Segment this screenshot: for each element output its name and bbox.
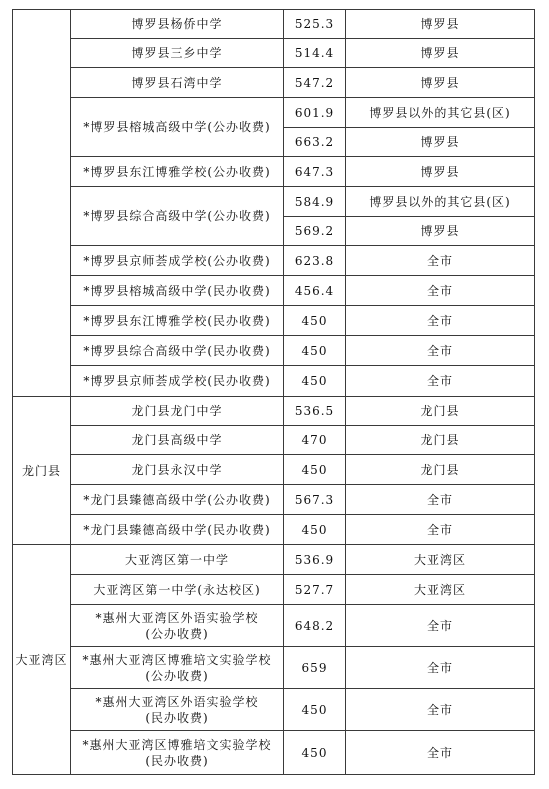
table-row — [13, 485, 535, 515]
district-cell — [13, 10, 71, 397]
score-cell: 659 — [284, 647, 346, 689]
table-row — [13, 689, 535, 731]
scope-cell: 博罗县 — [346, 217, 535, 246]
school-cell — [71, 647, 284, 689]
scope-cell: 博罗县 — [346, 68, 535, 98]
scope-cell: 全市 — [346, 306, 535, 336]
scope-cell: 博罗县以外的其它县(区) — [346, 187, 535, 217]
score-cell: 450 — [284, 455, 346, 485]
table-row — [13, 647, 535, 689]
table-row — [13, 68, 535, 98]
table-row — [13, 605, 535, 647]
school-cell: *博罗县京师荟成学校(民办收费) — [71, 366, 284, 397]
scope-cell: 龙门县 — [346, 397, 535, 426]
scope-cell: 全市 — [346, 366, 535, 397]
school-cell: *博罗县榕城高级中学(民办收费) — [71, 276, 284, 306]
school-cell: *博罗县榕城高级中学(公办收费) — [71, 98, 284, 157]
table-row — [13, 10, 535, 39]
school-cell: 龙门县龙门中学 — [71, 397, 284, 426]
scope-cell: 全市 — [346, 336, 535, 366]
scope-cell: 大亚湾区 — [346, 575, 535, 605]
school-fee-line: (民办收费) — [145, 710, 209, 725]
scope-cell: 全市 — [346, 647, 535, 689]
table-row — [13, 575, 535, 605]
school-cell: 龙门县永汉中学 — [71, 455, 284, 485]
school-name-line: *惠州大亚湾区外语实验学校 — [95, 694, 259, 709]
score-cell: 470 — [284, 426, 346, 455]
scope-cell: 博罗县 — [346, 10, 535, 39]
score-cell: 663.2 — [284, 128, 346, 157]
score-cell: 527.7 — [284, 575, 346, 605]
school-cell: 博罗县石湾中学 — [71, 68, 284, 98]
score-cell: 536.9 — [284, 545, 346, 575]
table-row — [13, 731, 535, 775]
scope-cell: 龙门县 — [346, 455, 535, 485]
score-cell: 450 — [284, 306, 346, 336]
school-cell — [71, 689, 284, 731]
table-row — [13, 426, 535, 455]
school-cell: *博罗县东江博雅学校(公办收费) — [71, 157, 284, 187]
scope-cell: 博罗县以外的其它县(区) — [346, 98, 535, 128]
school-name-line: *惠州大亚湾区博雅培文实验学校 — [82, 652, 272, 667]
score-cell: 450 — [284, 731, 346, 775]
table-row — [13, 246, 535, 276]
school-fee-line: (民办收费) — [145, 753, 209, 768]
district-cell: 龙门县 — [13, 397, 71, 545]
table-row — [13, 515, 535, 545]
school-cell: 大亚湾区第一中学(永达校区) — [71, 575, 284, 605]
scope-cell: 全市 — [346, 605, 535, 647]
table-row — [13, 306, 535, 336]
scope-cell: 全市 — [346, 276, 535, 306]
table-row — [13, 98, 535, 128]
score-cell: 547.2 — [284, 68, 346, 98]
score-cell: 567.3 — [284, 485, 346, 515]
score-cell: 569.2 — [284, 217, 346, 246]
score-cell: 514.4 — [284, 39, 346, 68]
school-cell: *博罗县东江博雅学校(民办收费) — [71, 306, 284, 336]
score-cell: 536.5 — [284, 397, 346, 426]
table-row — [13, 455, 535, 485]
school-cell — [71, 605, 284, 647]
table-row — [13, 157, 535, 187]
school-cell: *龙门县臻德高级中学(民办收费) — [71, 515, 284, 545]
table-row — [13, 336, 535, 366]
school-cell: *龙门县臻德高级中学(公办收费) — [71, 485, 284, 515]
school-cell — [71, 731, 284, 775]
school-fee-line: (公办收费) — [145, 668, 209, 683]
score-cell: 584.9 — [284, 187, 346, 217]
scope-cell: 博罗县 — [346, 39, 535, 68]
table-row — [13, 39, 535, 68]
score-cell: 648.2 — [284, 605, 346, 647]
table-row — [13, 187, 535, 217]
score-cell: 647.3 — [284, 157, 346, 187]
school-cell: *博罗县京师荟成学校(公办收费) — [71, 246, 284, 276]
score-cell: 601.9 — [284, 98, 346, 128]
scope-cell: 全市 — [346, 731, 535, 775]
school-name-line: *惠州大亚湾区博雅培文实验学校 — [82, 737, 272, 752]
table-row — [13, 366, 535, 397]
scope-cell: 全市 — [346, 485, 535, 515]
school-cell: *博罗县综合高级中学(民办收费) — [71, 336, 284, 366]
school-cell: *博罗县综合高级中学(公办收费) — [71, 187, 284, 246]
school-cell: 博罗县三乡中学 — [71, 39, 284, 68]
scope-cell: 大亚湾区 — [346, 545, 535, 575]
scope-cell: 全市 — [346, 689, 535, 731]
scope-cell: 博罗县 — [346, 157, 535, 187]
table-row — [13, 397, 535, 426]
school-cell: 龙门县高级中学 — [71, 426, 284, 455]
school-name-line: *惠州大亚湾区外语实验学校 — [95, 610, 259, 625]
score-cell: 450 — [284, 366, 346, 397]
school-fee-line: (公办收费) — [145, 626, 209, 641]
score-cell: 623.8 — [284, 246, 346, 276]
school-cell: 大亚湾区第一中学 — [71, 545, 284, 575]
scope-cell: 龙门县 — [346, 426, 535, 455]
score-cell: 450 — [284, 515, 346, 545]
score-cell: 450 — [284, 336, 346, 366]
table-row — [13, 276, 535, 306]
scope-cell: 博罗县 — [346, 128, 535, 157]
scope-cell: 全市 — [346, 246, 535, 276]
score-cell: 456.4 — [284, 276, 346, 306]
score-cell: 450 — [284, 689, 346, 731]
table-row — [13, 545, 535, 575]
scope-cell: 全市 — [346, 515, 535, 545]
score-cell: 525.3 — [284, 10, 346, 39]
district-cell: 大亚湾区 — [13, 545, 71, 775]
school-cell: 博罗县杨侨中学 — [71, 10, 284, 39]
admission-score-table — [12, 9, 535, 775]
